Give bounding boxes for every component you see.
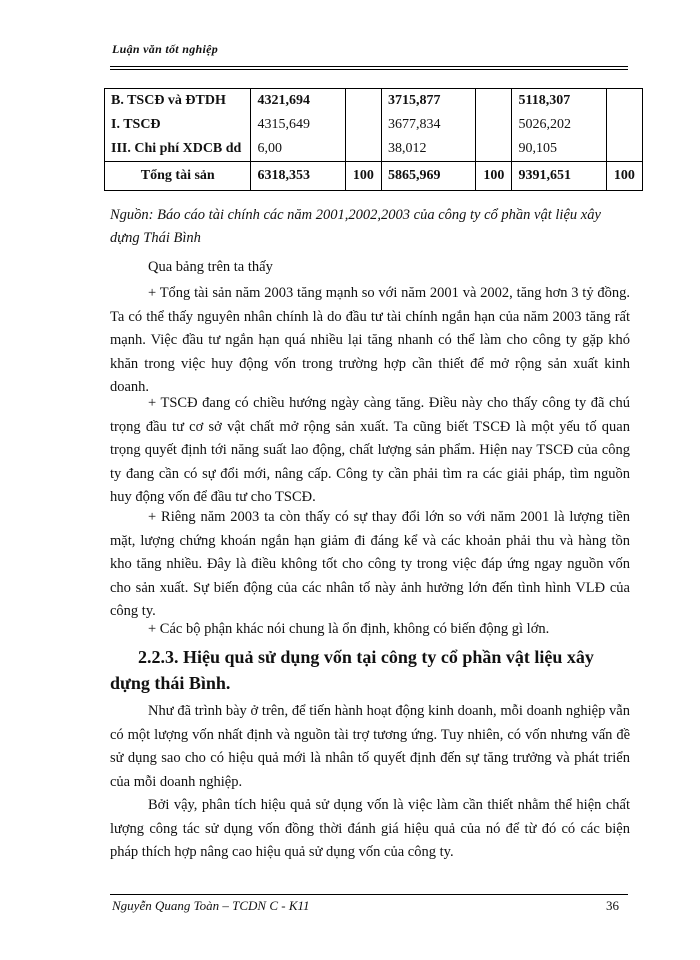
financial-table <box>104 88 643 191</box>
paragraph: + Các bộ phận khác nói chung là ổn định, không có biến động gì lớn. <box>148 621 550 637</box>
value-2002: 3677,834 <box>381 113 475 137</box>
value-2003: 5118,307 <box>512 89 606 114</box>
percent-2003 <box>606 89 642 114</box>
header-rule <box>110 66 628 67</box>
paragraph: Bởi vậy, phân tích hiệu quả sử dụng vốn là việc làm cần thiết nhằm thể hiện chất lượng công tác sử dụng vốn đồng thời đánh giá hiệu quả của nó để từ đó có các biện pháp thích hợp nâng cao hiệu quả sử dụng vốn của công ty. <box>110 797 630 860</box>
total-2003: 9391,651 <box>512 162 606 191</box>
running-header: Luận văn tốt nghiệp <box>112 42 219 56</box>
section-heading: 2.2.3. Hiệu quả sử dụng vốn tại công ty cổ phần vật liệu xây dựng thái Bình. <box>110 647 594 693</box>
value-2002: 38,012 <box>381 137 475 162</box>
percent-2002 <box>476 113 512 137</box>
paragraph: Như đã trình bày ở trên, để tiến hành hoạt động kinh doanh, mỗi doanh nghiệp vẫn có một lượng vốn nhất định và nguồn tài trợ tương ứng. Tuy nhiên, có vốn nhưng vấn đề sử dụng sao cho có hiệu quả mới là nhân tố quyết định đến sự tăng trưởng và phát triển của mỗi doanh nghiệp. <box>110 703 630 790</box>
table-row <box>105 137 643 162</box>
value-2001: 4321,694 <box>251 89 345 114</box>
total-percent-2003: 100 <box>606 162 642 191</box>
row-label: III. Chi phí XDCB dd <box>105 137 251 162</box>
value-2002: 3715,877 <box>381 89 475 114</box>
page-number: 36 <box>606 898 619 913</box>
footer-rule <box>110 894 628 895</box>
paragraph: + Riêng năm 2003 ta còn thấy có sự thay đổi lớn so với năm 2001 là lượng tiền mặt, lượng chứng khoán ngắn hạn giảm đi đáng kể và các khoản phải thu và hàng tồn kho tăng nhiều. Đây là điều không tốt cho công ty trong việc đáp ứng ngay nguồn vốn cho sản xuất. Sự biến động của các nhân tố này ảnh hưởng lớn đến tình hình VLĐ của công ty. <box>110 509 630 619</box>
value-2003: 5026,202 <box>512 113 606 137</box>
value-2001: 6,00 <box>251 137 345 162</box>
row-label: B. TSCĐ và ĐTDH <box>105 89 251 114</box>
total-2001: 6318,353 <box>251 162 345 191</box>
total-label: Tổng tài sản <box>105 162 251 191</box>
table-row <box>105 113 643 137</box>
percent-2002 <box>476 137 512 162</box>
paragraph: Qua bảng trên ta thấy <box>148 259 273 275</box>
total-percent-2001: 100 <box>345 162 381 191</box>
paragraph: + Tổng tài sản năm 2003 tăng mạnh so với năm 2001 và 2002, tăng hơn 3 tỷ đồng. Ta có thể thấy nguyên nhân chính là do đầu tư tài chính ngắn hạn của năm 2003 tăng rất mạnh. Việc đầu tư ngắn hạn quá nhiều lại tăng nhanh có thể làm cho công ty gặp khó khăn trong việc huy động vốn trong trường hợp cần thiết để mở rộng sản xuất kinh doanh. <box>110 285 630 395</box>
value-2001: 4315,649 <box>251 113 345 137</box>
percent-2003 <box>606 137 642 162</box>
table-row <box>105 89 643 114</box>
value-2003: 90,105 <box>512 137 606 162</box>
percent-2001 <box>345 89 381 114</box>
table-row-total <box>105 162 643 191</box>
footer-author: Nguyễn Quang Toàn – TCDN C - K11 <box>112 898 310 913</box>
percent-2001 <box>345 113 381 137</box>
total-percent-2002: 100 <box>476 162 512 191</box>
paragraph: + TSCĐ đang có chiều hướng ngày càng tăng. Điều này cho thấy công ty đã chú trọng đầu tư cơ sở vật chất mở rộng sản xuất. Ta cũng biết TSCĐ là một yếu tố quan trọng quyết định tới năng suất lao động, chất lượng sản phẩm. Hiện nay TSCĐ của công ty đang cần có sự đổi mới, nâng cấp. Công ty cần phải tìm ra các giải pháp, tìm nguồn huy động vốn để đầu tư cho TSCĐ. <box>110 395 630 505</box>
percent-2003 <box>606 113 642 137</box>
row-label: I. TSCĐ <box>105 113 251 137</box>
percent-2001 <box>345 137 381 162</box>
total-2002: 5865,969 <box>381 162 475 191</box>
source-note: Nguồn: Báo cáo tài chính các năm 2001,2002,2003 của công ty cổ phần vật liệu xây dựng Thái Bình <box>110 207 601 246</box>
percent-2002 <box>476 89 512 114</box>
header-rule-2 <box>110 69 628 70</box>
